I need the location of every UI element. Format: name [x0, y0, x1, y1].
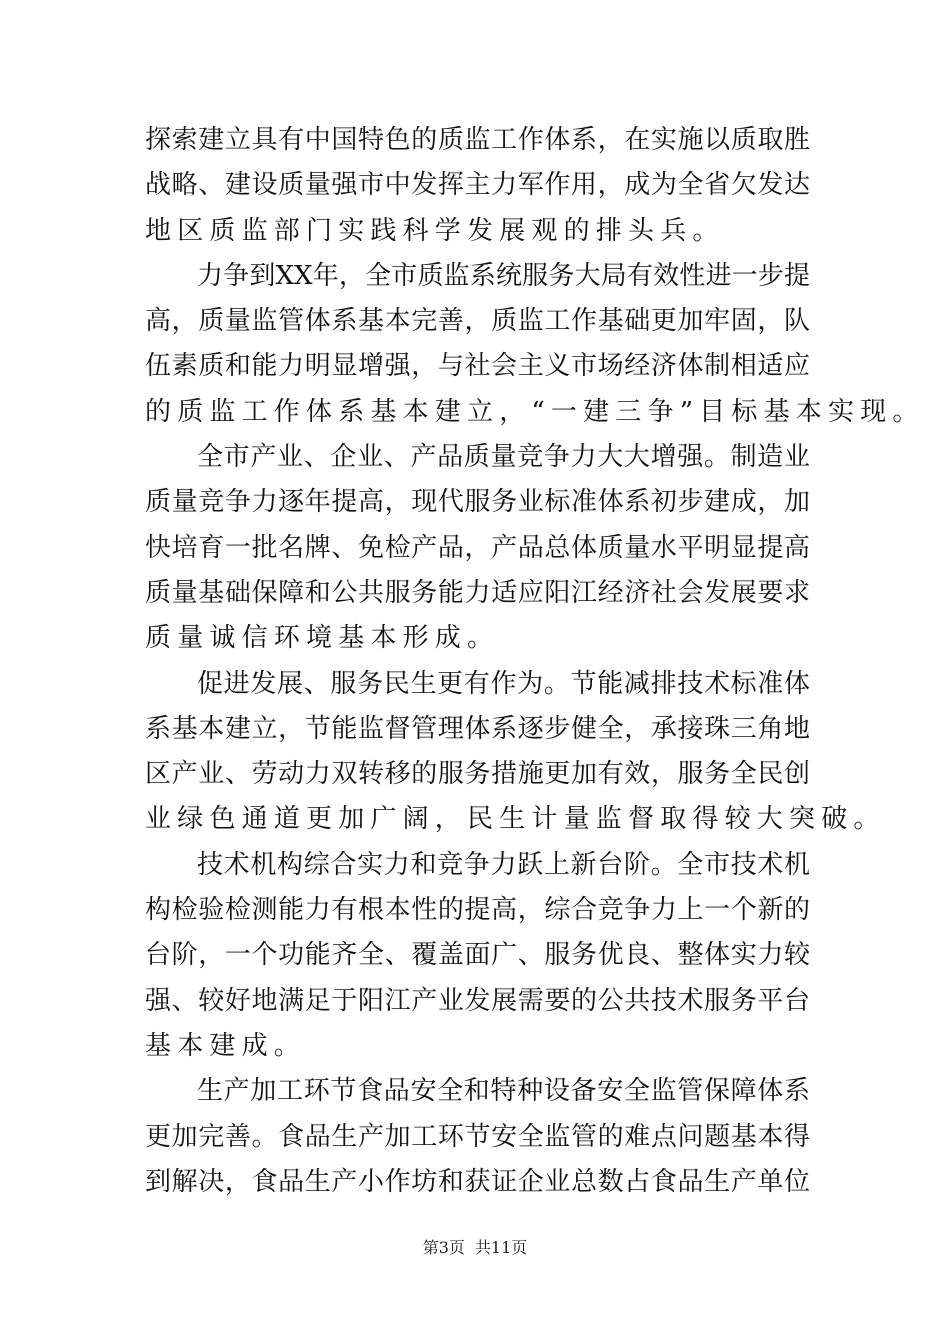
paragraph-line: 技术机构综合实力和竞争力跃上新台阶。全市技术机 [197, 849, 810, 880]
paragraph-line: 更加完善。食品生产加工环节安全监管的难点问题基本得 [145, 1121, 810, 1152]
paragraph-line: 业绿色通道更加广阔，民生计量监督取得较大突破。 [145, 804, 886, 835]
paragraph-line: 台阶，一个功能齐全、覆盖面广、服务优良、整体实力较 [145, 940, 810, 971]
paragraph-line: 质量诚信环境基本形成。 [145, 623, 500, 654]
paragraph [145, 662, 886, 843]
page-footer [0, 1238, 950, 1258]
paragraph-line: 全市产业、企业、产品质量竞争力大大增强。制造业 [197, 442, 810, 473]
paragraph-line: 生产加工环节食品安全和特种设备安全监管保障体系 [197, 1076, 810, 1107]
paragraph [145, 254, 925, 435]
paragraph-line: 构检验检测能力有根本性的提高，综合竞争力上一个新的 [145, 895, 810, 926]
paragraph [145, 435, 810, 661]
paragraph-line: 力争到XX年，全市质监系统服务大局有效性进一步提 [197, 260, 810, 291]
paragraph-line: 强、较好地满足于阳江产业发展需要的公共技术服务平台 [145, 985, 810, 1016]
paragraph [145, 1069, 810, 1205]
paragraph-line: 系基本建立，节能监督管理体系逐步健全，承接珠三角地 [145, 713, 810, 744]
page-number: 第3页 [422, 1238, 465, 1257]
paragraph-line: 基本建成。 [145, 1030, 307, 1061]
paragraph-line: 区产业、劳动力双转移的服务措施更加有效，服务全民创 [145, 759, 810, 790]
paragraph-line: 到解决，食品生产小作坊和获证企业总数占食品生产单位 [145, 1166, 810, 1197]
paragraph-line: 快培育一批名牌、免检产品，产品总体质量水平明显提高 [145, 532, 810, 563]
paragraph-line: 质量竞争力逐年提高，现代服务业标准体系初步建成，加 [145, 487, 810, 518]
paragraph-line: 伍素质和能力明显增强，与社会主义市场经济体制相适应 [145, 351, 810, 382]
paragraph-line: 的质监工作体系基本建立，“一建三争”目标基本实现。 [145, 396, 925, 427]
paragraph-line: 探索建立具有中国特色的质监工作体系，在实施以质取胜 [145, 125, 810, 155]
paragraph-line: 地区质监部门实践科学发展观的排头兵。 [145, 215, 725, 246]
paragraph-line: 战略、建设质量强市中发挥主力军作用，成为全省欠发达 [145, 170, 810, 201]
paragraph [145, 843, 810, 1069]
paragraph [145, 118, 810, 254]
document-body [145, 118, 925, 1205]
paragraph-line: 质量基础保障和公共服务能力适应阳江经济社会发展要求 [145, 577, 810, 608]
paragraph-line: 高，质量监管体系基本完善，质监工作基础更加牢固，队 [145, 306, 810, 337]
paragraph-line: 促进发展、服务民生更有作为。节能减排技术标准体 [197, 668, 810, 699]
page-total: 共11页 [474, 1238, 528, 1257]
